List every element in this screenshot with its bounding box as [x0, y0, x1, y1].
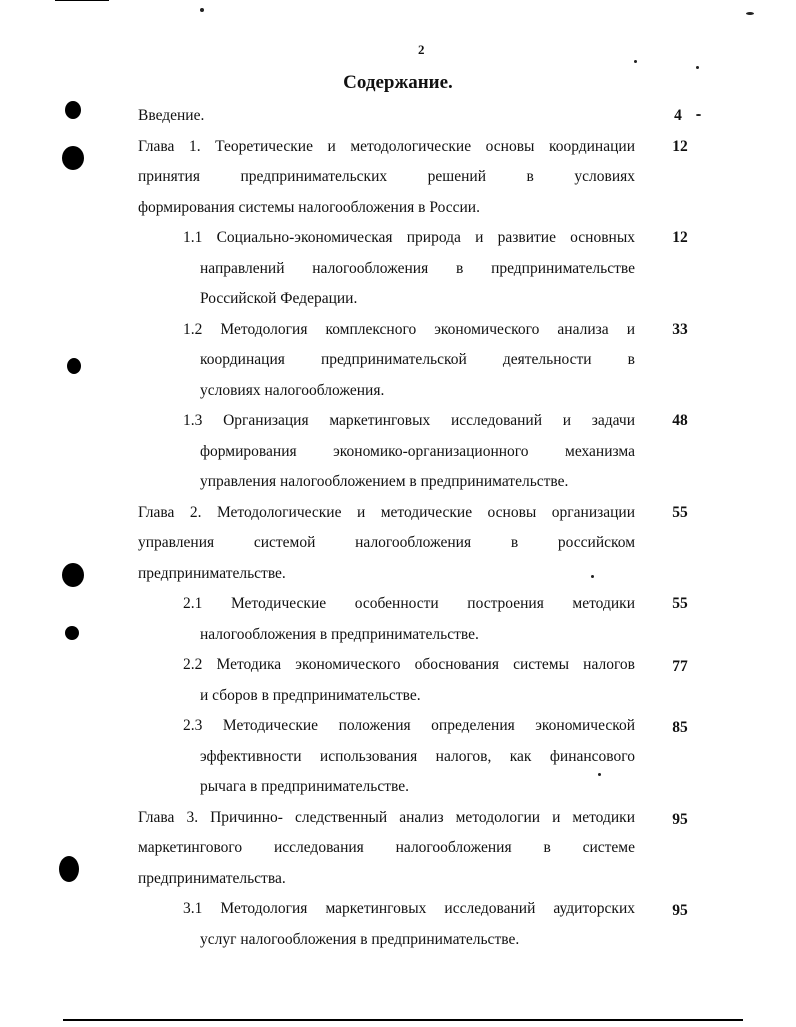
toc-entry-section-1-3	[0, 406, 796, 498]
scan-speck	[634, 60, 637, 63]
toc-line: Глава 3. Причинно- следственный анализ методологии и методики	[138, 808, 635, 826]
toc-line: маркетингового исследования налогообложения в системе	[138, 839, 635, 856]
toc-entry-section-2-1	[0, 589, 796, 650]
toc-line: условиях налогообложения.	[200, 381, 385, 399]
toc-entry-introduction	[0, 101, 796, 132]
toc-entry-chapter-1	[0, 132, 796, 224]
toc-line: Введение.	[138, 107, 205, 124]
toc-page-ref: 55	[672, 503, 688, 521]
scan-speck	[696, 66, 699, 69]
toc-entry-chapter-3	[0, 803, 796, 895]
toc-line: управления системой налогообложения в российском	[138, 534, 635, 551]
toc-page-ref: 33	[672, 320, 688, 338]
bottom-edge-line	[63, 1019, 743, 1021]
toc-line: 1.3 Организация маркетинговых исследований и задачи	[183, 412, 635, 429]
toc-line: предпринимательства.	[138, 869, 286, 887]
toc-line: 1.2 Методология комплексного экономического анализа и	[183, 320, 635, 338]
scan-speck	[746, 12, 754, 15]
toc-entry-section-3-1	[0, 894, 796, 955]
table-of-contents	[0, 101, 796, 955]
toc-line: налогообложения в предпринимательстве.	[200, 625, 479, 643]
toc-page-ref: 12	[672, 137, 688, 155]
toc-line: рычага в предпринимательстве.	[200, 778, 409, 795]
toc-page-ref: 85	[672, 719, 688, 736]
scan-speck	[200, 8, 204, 12]
toc-line: Глава 1. Теоретические и методологические основы координации	[138, 137, 635, 155]
toc-line: управления налогообложением в предпринимательстве.	[200, 473, 569, 490]
toc-line: Глава 2. Методологические и методические основы организации	[138, 503, 635, 521]
toc-entry-section-2-2	[0, 650, 796, 711]
toc-line: координация предпринимательской деятельности в	[200, 351, 635, 368]
page-number: 2	[418, 42, 425, 57]
toc-entry-chapter-2	[0, 498, 796, 590]
toc-line: услуг налогообложения в предпринимательстве.	[200, 930, 520, 948]
toc-line: 2.3 Методические положения определения экономической	[183, 717, 635, 734]
toc-line: 1.1 Социально-экономическая природа и развитие основных	[183, 229, 635, 246]
toc-entry-section-1-1	[0, 223, 796, 315]
toc-page-ref: 48	[672, 412, 688, 429]
toc-page-ref: 4	[674, 107, 682, 124]
toc-entry-section-2-3	[0, 711, 796, 803]
toc-line: направлений налогообложения в предпринимательстве	[200, 259, 635, 277]
toc-line: и сборов в предпринимательстве.	[200, 686, 421, 704]
toc-page-ref: 77	[672, 658, 688, 675]
toc-line: формирования системы налогообложения в России.	[138, 198, 480, 216]
page-title: Содержание.	[343, 72, 453, 93]
toc-line: эффективности использования налогов, как финансового	[200, 747, 635, 765]
toc-page-ref: 12	[672, 229, 688, 246]
toc-line: Российской Федерации.	[200, 290, 358, 307]
toc-line: 2.2 Методика экономического обоснования системы налогов	[183, 656, 635, 673]
toc-line: 2.1 Методические особенности построения методики	[183, 595, 635, 612]
toc-page-ref: 95	[672, 810, 688, 828]
toc-line: 3.1 Методология маркетинговых исследований аудиторских	[183, 900, 635, 917]
toc-line: формирования экономико-организационного механизма	[200, 442, 635, 460]
toc-page-ref: 95	[672, 902, 688, 919]
toc-line: принятия предпринимательских решений в условиях	[138, 168, 635, 185]
top-edge-line	[55, 0, 109, 1]
toc-page-ref: 55	[672, 595, 688, 612]
toc-entry-section-1-2	[0, 315, 796, 407]
toc-line: предпринимательстве.	[138, 564, 286, 582]
